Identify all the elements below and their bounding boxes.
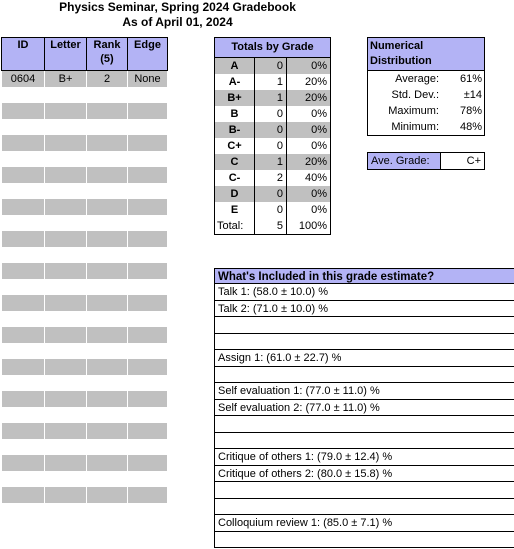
average-grade-box (367, 152, 485, 170)
cell-id (2, 103, 45, 119)
student-table (1, 37, 168, 503)
cell-edge (128, 359, 168, 375)
included-item: Assign 1: (61.0 ± 22.7) % (214, 350, 514, 367)
cell-edge (128, 167, 168, 183)
rank-header: Rank (5) (87, 38, 128, 71)
grade-grade: C- (215, 170, 255, 186)
grade-row (215, 138, 331, 154)
cell-id (2, 263, 45, 279)
stat-label: Maximum: (388, 105, 439, 117)
cell-letter (45, 103, 87, 119)
cell-edge (128, 407, 168, 423)
grade-row (215, 74, 331, 90)
cell-rank (87, 407, 128, 423)
stat-value: 78% (459, 105, 482, 117)
cell-id (2, 231, 45, 247)
grade-pct: 0% (287, 58, 331, 75)
table-row (2, 359, 168, 375)
cell-id (2, 279, 45, 295)
grade-pct: 0% (287, 122, 331, 138)
cell-edge (128, 487, 168, 503)
table-row (2, 119, 168, 135)
included-item: Talk 1: (58.0 ± 10.0) % (214, 284, 514, 301)
cell-rank (87, 359, 128, 375)
grade-pct: 20% (287, 154, 331, 170)
cell-rank (87, 311, 128, 327)
grade-grade: C+ (215, 138, 255, 154)
cell-edge (128, 423, 168, 439)
cell-id (2, 199, 45, 215)
table-row (2, 279, 168, 295)
table-row (2, 487, 168, 503)
grade-grade: B+ (215, 90, 255, 106)
stat-label: Minimum: (391, 121, 439, 133)
stat-label: Std. Dev.: (391, 89, 439, 101)
cell-edge (128, 455, 168, 471)
included-item (214, 317, 514, 334)
included-item (214, 482, 514, 499)
cell-rank (87, 135, 128, 151)
cell-rank (87, 183, 128, 199)
table-row (2, 311, 168, 327)
table-row (2, 423, 168, 439)
cell-id (2, 455, 45, 471)
cell-letter (45, 487, 87, 503)
gradebook-title (0, 0, 355, 30)
edge-header: Edge (128, 38, 168, 71)
table-row (2, 343, 168, 359)
stat-value: 48% (459, 121, 482, 133)
cell-letter (45, 119, 87, 135)
grade-pct: 0% (287, 202, 331, 218)
cell-edge (128, 103, 168, 119)
included-item (214, 499, 514, 516)
cell-rank (87, 375, 128, 391)
cell-edge (128, 215, 168, 231)
grade-grade: B (215, 106, 255, 122)
cell-letter (45, 135, 87, 151)
cell-letter (45, 231, 87, 247)
cell-letter (45, 327, 87, 343)
id-header: ID (2, 38, 45, 71)
stat-row (368, 71, 484, 87)
grade-count: 1 (255, 74, 287, 90)
cell-rank (87, 263, 128, 279)
cell-id (2, 375, 45, 391)
cell-letter (45, 391, 87, 407)
grade-row (215, 122, 331, 138)
cell-rank: 2 (87, 71, 128, 88)
cell-id (2, 423, 45, 439)
included-item: Critique of others 1: (79.0 ± 12.4) % (214, 449, 514, 466)
grade-count: 0 (255, 138, 287, 154)
grade-grade: A (215, 58, 255, 75)
grade-count: 0 (255, 58, 287, 75)
cell-letter (45, 439, 87, 455)
student-rows (2, 71, 168, 504)
cell-id (2, 183, 45, 199)
cell-id (2, 487, 45, 503)
stat-row (368, 87, 484, 103)
totals-table (214, 37, 331, 235)
cell-rank (87, 103, 128, 119)
cell-edge (128, 135, 168, 151)
cell-id (2, 311, 45, 327)
cell-edge (128, 311, 168, 327)
as-of-date: As of April 01, 2024 (122, 15, 233, 29)
cell-edge (128, 263, 168, 279)
cell-rank (87, 247, 128, 263)
included-box (214, 268, 514, 548)
grade-grade: C (215, 154, 255, 170)
cell-edge (128, 391, 168, 407)
cell-rank (87, 487, 128, 503)
grade-count: 1 (255, 154, 287, 170)
included-item (214, 416, 514, 433)
included-item: Self evaluation 2: (77.0 ± 11.0) % (214, 400, 514, 417)
included-item: Talk 2: (71.0 ± 10.0) % (214, 301, 514, 318)
included-item (214, 532, 514, 549)
cell-rank (87, 327, 128, 343)
cell-letter (45, 295, 87, 311)
included-item (214, 367, 514, 384)
total-count: 5 (255, 218, 287, 235)
totals-rows (215, 58, 331, 235)
total-label: Total: (215, 218, 255, 235)
total-row (215, 218, 331, 235)
table-row (2, 215, 168, 231)
cell-id (2, 343, 45, 359)
cell-edge (128, 151, 168, 167)
cell-letter (45, 199, 87, 215)
grade-pct: 0% (287, 106, 331, 122)
cell-id (2, 135, 45, 151)
cell-letter (45, 247, 87, 263)
grade-row (215, 58, 331, 75)
grade-count: 2 (255, 170, 287, 186)
grade-count: 0 (255, 186, 287, 202)
grade-count: 1 (255, 90, 287, 106)
included-item (214, 433, 514, 450)
table-row (2, 199, 168, 215)
table-row (2, 231, 168, 247)
stat-value: 61% (459, 73, 482, 85)
included-item: Self evaluation 1: (77.0 ± 11.0) % (214, 383, 514, 400)
grade-row (215, 186, 331, 202)
table-row (2, 87, 168, 103)
cell-rank (87, 87, 128, 103)
cell-rank (87, 471, 128, 487)
table-row (2, 471, 168, 487)
grade-row (215, 202, 331, 218)
cell-rank (87, 151, 128, 167)
included-item: Critique of others 2: (80.0 ± 15.8) % (214, 466, 514, 483)
numerical-header: Numerical Distribution (368, 38, 484, 71)
stat-label: Average: (395, 73, 439, 85)
table-row (2, 295, 168, 311)
cell-rank (87, 119, 128, 135)
grade-pct: 40% (287, 170, 331, 186)
cell-id (2, 215, 45, 231)
cell-id (2, 391, 45, 407)
cell-edge (128, 471, 168, 487)
cell-letter (45, 471, 87, 487)
cell-id (2, 119, 45, 135)
cell-letter (45, 263, 87, 279)
table-row (2, 327, 168, 343)
cell-rank (87, 343, 128, 359)
table-row (2, 151, 168, 167)
cell-rank (87, 439, 128, 455)
grade-grade: D (215, 186, 255, 202)
grade-pct: 0% (287, 138, 331, 154)
cell-rank (87, 279, 128, 295)
cell-rank (87, 295, 128, 311)
cell-letter (45, 279, 87, 295)
cell-edge (128, 439, 168, 455)
table-row (2, 391, 168, 407)
grade-pct: 0% (287, 186, 331, 202)
grade-row (215, 90, 331, 106)
cell-edge (128, 247, 168, 263)
grade-grade: B- (215, 122, 255, 138)
cell-id (2, 295, 45, 311)
table-row (2, 455, 168, 471)
grade-grade: E (215, 202, 255, 218)
grade-pct: 20% (287, 90, 331, 106)
total-pct: 100% (287, 218, 331, 235)
cell-letter (45, 151, 87, 167)
table-row (2, 71, 168, 88)
cell-letter (45, 423, 87, 439)
cell-edge (128, 295, 168, 311)
ave-grade-value: C+ (466, 155, 481, 167)
cell-id (2, 327, 45, 343)
table-row (2, 439, 168, 455)
cell-letter (45, 407, 87, 423)
cell-id (2, 471, 45, 487)
cell-rank (87, 455, 128, 471)
cell-edge (128, 119, 168, 135)
cell-letter: B+ (45, 71, 87, 88)
totals-header: Totals by Grade (215, 38, 331, 58)
cell-letter (45, 359, 87, 375)
cell-edge (128, 231, 168, 247)
included-header: What's Included in this grade estimate? (214, 268, 514, 284)
cell-letter (45, 87, 87, 103)
ave-grade-label: Ave. Grade: (368, 153, 441, 169)
cell-id (2, 167, 45, 183)
table-row (2, 135, 168, 151)
cell-id (2, 359, 45, 375)
table-row (2, 247, 168, 263)
letter-header: Letter (45, 38, 87, 71)
cell-letter (45, 183, 87, 199)
course-title: Physics Seminar, Spring 2024 Gradebook (59, 0, 296, 14)
cell-rank (87, 423, 128, 439)
cell-edge (128, 87, 168, 103)
grade-row (215, 154, 331, 170)
cell-id (2, 151, 45, 167)
table-row (2, 407, 168, 423)
cell-edge (128, 199, 168, 215)
grade-pct: 20% (287, 74, 331, 90)
cell-edge (128, 343, 168, 359)
grade-count: 0 (255, 202, 287, 218)
grade-count: 0 (255, 106, 287, 122)
table-row (2, 375, 168, 391)
grade-grade: A- (215, 74, 255, 90)
table-row (2, 183, 168, 199)
table-row (2, 167, 168, 183)
table-row (2, 263, 168, 279)
cell-rank (87, 391, 128, 407)
cell-edge (128, 279, 168, 295)
numerical-distribution (367, 37, 485, 136)
included-item (214, 334, 514, 351)
cell-letter (45, 215, 87, 231)
stat-row (368, 103, 484, 119)
cell-letter (45, 343, 87, 359)
cell-id (2, 407, 45, 423)
table-row (2, 103, 168, 119)
cell-id: 0604 (2, 71, 45, 88)
cell-edge: None (128, 71, 168, 88)
grade-row (215, 170, 331, 186)
cell-letter (45, 455, 87, 471)
grade-row (215, 106, 331, 122)
stat-value: ±14 (463, 89, 482, 101)
cell-id (2, 87, 45, 103)
cell-edge (128, 327, 168, 343)
cell-rank (87, 199, 128, 215)
grade-count: 0 (255, 122, 287, 138)
cell-letter (45, 311, 87, 327)
stat-row (368, 119, 484, 135)
cell-rank (87, 231, 128, 247)
cell-letter (45, 167, 87, 183)
cell-letter (45, 375, 87, 391)
cell-id (2, 439, 45, 455)
cell-rank (87, 215, 128, 231)
cell-id (2, 247, 45, 263)
included-item: Colloquium review 1: (85.0 ± 7.1) % (214, 515, 514, 532)
cell-edge (128, 183, 168, 199)
cell-rank (87, 167, 128, 183)
cell-edge (128, 375, 168, 391)
